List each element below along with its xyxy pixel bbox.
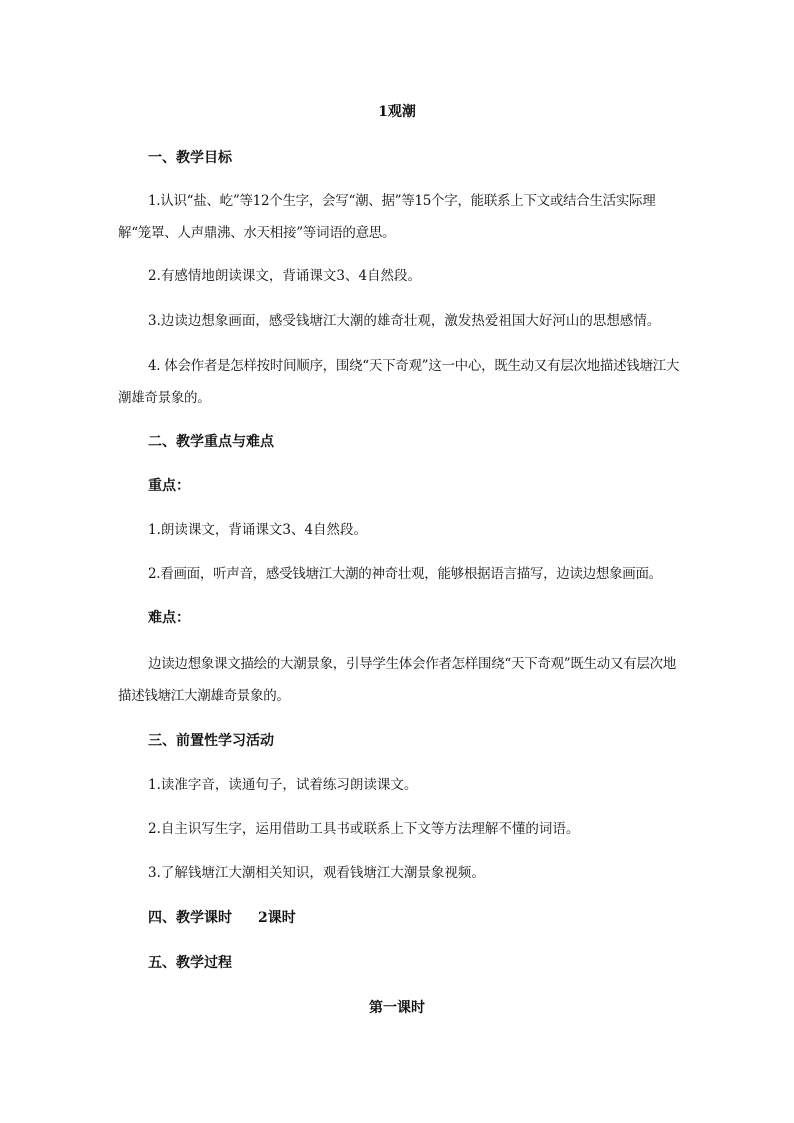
objective-item-2: 2.有感情地朗读课文，背诵课文3、4自然段。 bbox=[148, 268, 422, 284]
preparation-item-3: 3.了解钱塘江大潮相关知识，观看钱塘江大潮景象视频。 bbox=[148, 865, 485, 881]
key-point-item-1: 1.朗读课文，背诵课文3、4自然段。 bbox=[148, 522, 368, 538]
section-heading-key-points: 二、教学重点与难点 bbox=[148, 434, 274, 450]
objective-item-4: 4. 体会作者是怎样按时间顺序，围绕“天下奇观”这一中心，既生动又有层次地描述钱塘江大潮雄奇景象的。 bbox=[118, 358, 680, 406]
preparation-item-1: 1.读准字音，读通句子，试着练习朗读课文。 bbox=[148, 777, 418, 793]
difficult-point-text: 边读边想象课文描绘的大潮景象，引导学生体会作者怎样围绕“天下奇观”既生动又有层次地描述钱塘江大潮雄奇景象的。 bbox=[118, 656, 677, 704]
class-hours-value: 2课时 bbox=[258, 910, 296, 926]
objective-item-1: 1.认识“盐、屹”等12个生字，会写“潮、据”等15个字，能联系上下文或结合生活实际理解“笼罩、人声鼎沸、水天相接”等词语的意思。 bbox=[118, 193, 656, 241]
key-point-item-2: 2.看画面，听声音，感受钱塘江大潮的神奇壮观，能够根据语言描写，边读边想象画面。 bbox=[148, 566, 662, 582]
document-title: 1观潮 bbox=[378, 104, 416, 120]
section-heading-process: 五、教学过程 bbox=[148, 955, 232, 971]
preparation-item-2: 2.自主识写生字，运用借助工具书或联系上下文等方法理解不懂的词语。 bbox=[148, 821, 580, 837]
section-heading-objectives: 一、教学目标 bbox=[148, 150, 232, 166]
key-points-label: 重点： bbox=[148, 478, 190, 494]
section-heading-class-hours: 四、教学课时 bbox=[148, 910, 232, 926]
objective-item-3: 3.边读边想象画面，感受钱塘江大潮的雄奇壮观，激发热爱祖国大好河山的思想感情。 bbox=[148, 313, 661, 329]
section-heading-preparation: 三、前置性学习活动 bbox=[148, 733, 274, 749]
difficult-points-label: 难点： bbox=[148, 610, 190, 626]
lesson-1-title: 第一课时 bbox=[369, 1000, 425, 1016]
